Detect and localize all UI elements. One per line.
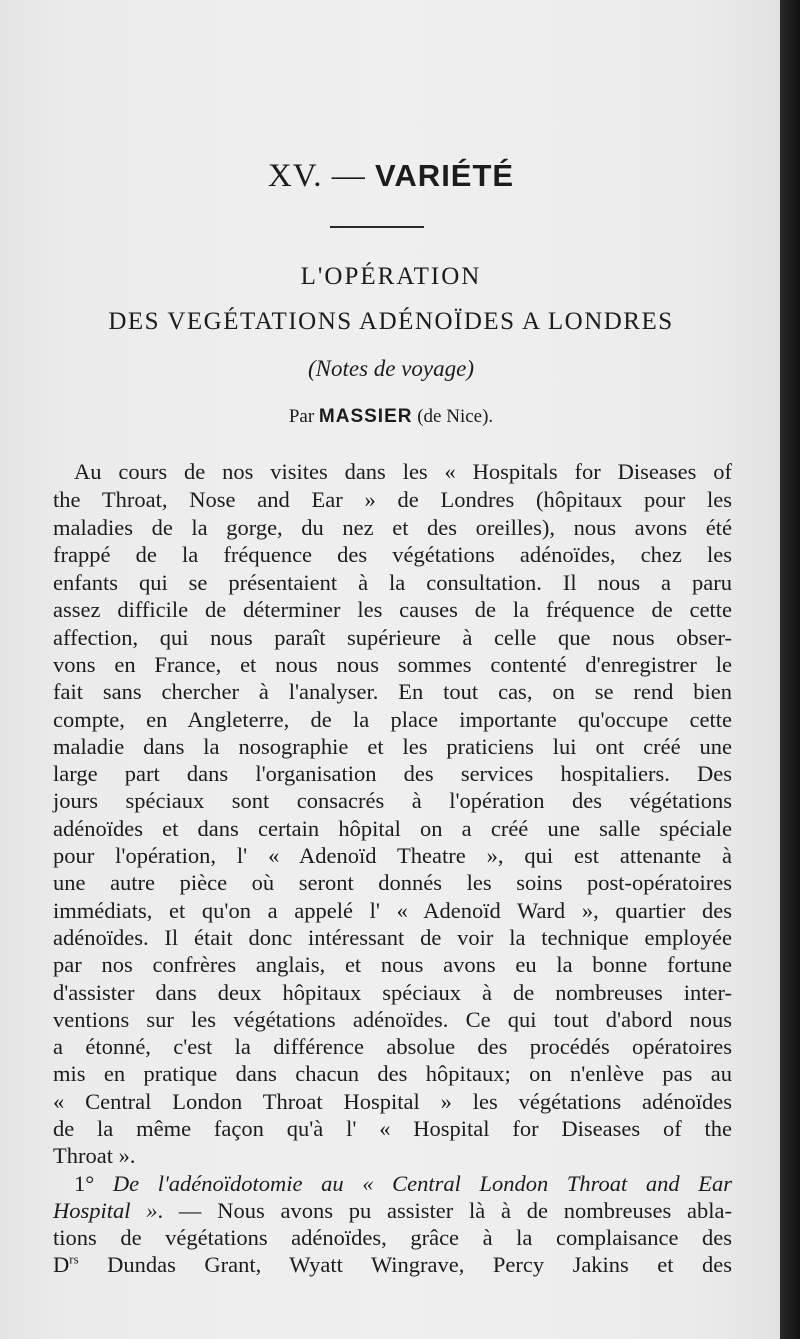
byline-suffix: (de Nice). xyxy=(417,406,494,427)
body-line: enfants qui se présentaient à la consultation. Il nous a paru xyxy=(53,570,732,595)
article-title-line-1: L'OPÉRATION xyxy=(300,263,482,290)
doctors-prefix: D xyxy=(53,1252,70,1277)
article-subtitle: (Notes de voyage) xyxy=(307,356,475,381)
chapter-title xyxy=(0,158,782,195)
body-line: ventions sur les végétations adénoïdes. Ce qui tout d'abord nous xyxy=(53,1007,732,1032)
body-line: jours spéciaux sont consacrés à l'opération des végétations xyxy=(53,788,732,813)
body-line: fait sans chercher à l'analyser. En tout cas, on se rend bien xyxy=(53,679,732,704)
article-title-line-2: DES VEGÉTATIONS ADÉNOÏDES A LONDRES xyxy=(108,308,674,335)
chapter-number: XV. — xyxy=(267,158,366,194)
body-line: « Central London Throat Hospital » les végétations adénoïdes xyxy=(53,1089,732,1114)
body-line: frappé de la fréquence des végétations adénoïdes, chez les xyxy=(53,542,732,567)
body-line: the Throat, Nose and Ear » de Londres (hôpitaux pour les xyxy=(53,487,732,512)
author-name: MASSIER xyxy=(318,406,413,427)
body-line: affection, qui nous paraît supérieure à celle que nous obser- xyxy=(53,625,732,650)
body-line: tions de végétations adénoïdes, grâce à la complaisance des xyxy=(53,1225,732,1250)
body-line: de la même façon qu'à l' « Hospital for Diseases of the xyxy=(53,1116,732,1141)
chapter-word: VARIÉTÉ xyxy=(375,158,515,193)
section-text: . — Nous avons pu assister là à de nombreuses abla- xyxy=(157,1198,732,1223)
section-heading-line-1 xyxy=(74,1170,732,1197)
body-line-doctors xyxy=(53,1251,732,1278)
body-line: assez difficile de déterminer les causes de la fréquence de cette xyxy=(53,597,732,622)
section-heading: De l'adénoïdotomie au « Central London Throat and Ear xyxy=(112,1171,733,1196)
body-line: Throat ». xyxy=(53,1143,136,1168)
body-line: d'assister dans deux hôpitaux spéciaux à de nombreuses inter- xyxy=(53,980,732,1005)
body-line: par nos confrères anglais, et nous avons eu la bonne fortune xyxy=(53,952,732,977)
section-heading-continued: Hospital » xyxy=(53,1198,158,1223)
body-line: adénoïdes et dans certain hôpital on a créé une salle spéciale xyxy=(53,816,732,841)
body-line: vons en France, et nous nous sommes contenté d'enregistrer le xyxy=(53,652,732,677)
body-line: immédiats, et qu'on a appelé l' « Adenoïd Ward », quartier des xyxy=(53,898,732,923)
body-line: pour l'opération, l' « Adenoïd Theatre », qui est attenante à xyxy=(53,843,732,868)
byline-prefix: Par xyxy=(288,406,315,427)
body-line: compte, en Angleterre, de la place importante qu'occupe cette xyxy=(53,707,732,732)
page-edge-shadow xyxy=(780,0,800,1339)
body-line: maladie dans la nosographie et les praticiens lui ont créé une xyxy=(53,734,732,759)
doctors-names: Dundas Grant, Wyatt Wingrave, Percy Jakins et des xyxy=(78,1252,732,1277)
body-line: large part dans l'organisation des services hospitaliers. Des xyxy=(53,761,732,786)
body-line: Au cours de nos visites dans les « Hospitals for Diseases of xyxy=(74,459,732,484)
section-heading-line-2 xyxy=(53,1197,732,1224)
doctors-superscript: rs xyxy=(69,1251,79,1267)
body-line: maladies de la gorge, du nez et des oreilles), nous avons été xyxy=(53,515,732,540)
section-number: 1° xyxy=(74,1171,95,1196)
title-rule xyxy=(330,226,424,228)
body-line: adénoïdes. Il était donc intéressant de voir la technique employée xyxy=(53,925,732,950)
body-line: a étonné, c'est la différence absolue des procédés opératoires xyxy=(53,1034,732,1059)
body-line: une autre pièce où seront donnés les soins post-opératoires xyxy=(53,870,732,895)
byline xyxy=(0,406,782,428)
body-line: mis en pratique dans chacun des hôpitaux; on n'enlève pas au xyxy=(53,1061,732,1086)
